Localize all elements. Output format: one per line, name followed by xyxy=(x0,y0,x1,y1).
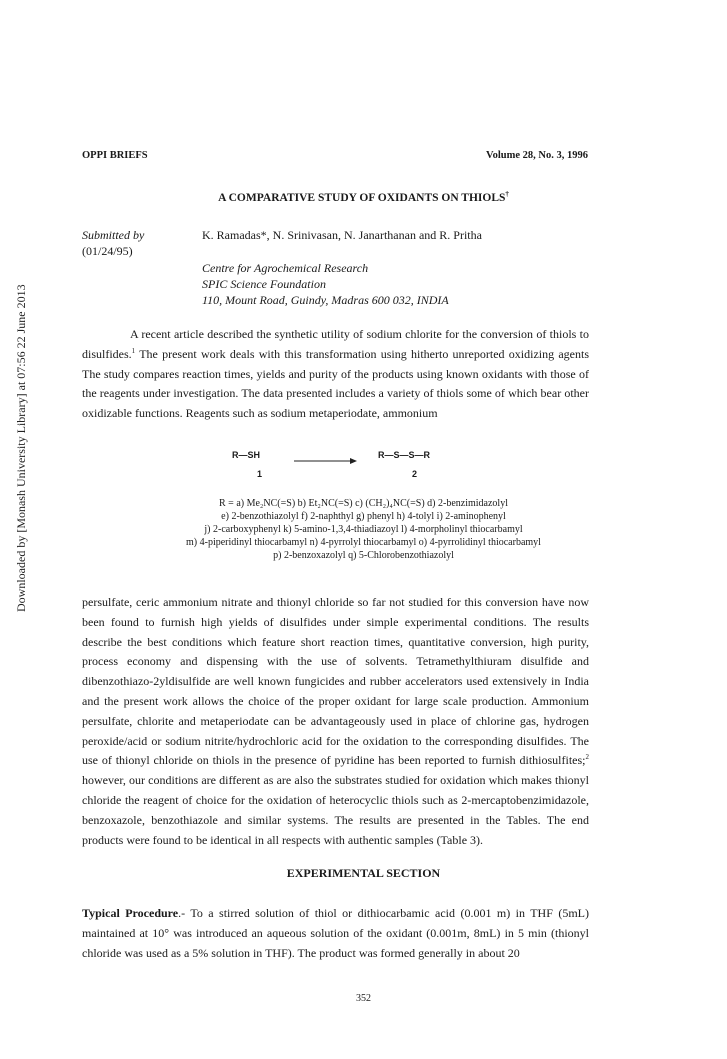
submission-date: (01/24/95) xyxy=(82,244,133,258)
title-footnote-mark: † xyxy=(505,190,509,199)
scheme-reactant: R—SH xyxy=(232,450,261,460)
journal-section-label: OPPI BRIEFS xyxy=(82,150,148,161)
affiliation-line-1: Centre for Agrochemical Research xyxy=(202,261,369,275)
reaction-arrow xyxy=(294,452,358,470)
body-text-a: persulfate, ceric ammonium nitrate and thionyl chloride so far not studied for this conversion have now been found to furnish high yields of disulfides under simple experimental conditions. The results describe the best conditions which feature short reaction times, quantitative conversion, high purity, process economy and dispensing with the use of solvents. Tetramethylthiuram disulfide and dibenzothiazo-2yldisulfide are well known fungicides and rubber accelerators used extensively in India and the present work allows the choice of the proper oxidant for large scale production. Ammonium persulfate, chlorite and metaperiodate can be advantageously used in place of chlorine gas, hydrogen peroxide/acid or sodium nitrite/hydrochloric acid for the oxidation to the corresponding disulfides. The use of thionyl chloride on thiols in the presence of pyridine has been reported to furnish dithiosulfites; xyxy=(82,595,589,768)
substituent-legend-line: m) 4-piperidinyl thiocarbamyl n) 4-pyrrolyl thiocarbamyl o) 4-pyrrolidinyl thiocarbamyl xyxy=(186,537,541,548)
download-watermark: Downloaded by [Monash University Library] at 07:56 22 June 2013 xyxy=(14,284,28,612)
intro-text-b: The present work deals with this transformation using hitherto unreported oxidizing agents The study compares reaction times, yields and purity of the products using known oxidants with those of the reagents under investigation. The data presented includes a variety of thiols some of which bear other oxidizable functions. Reagents such as sodium metaperiodate, ammonium xyxy=(82,346,589,421)
procedure-text: .- To a stirred solution of thiol or dithiocarbamic acid (0.001 m) in THF (5mL) maintained at 10° was introduced an aqueous solution of the oxidant (0.001m, 8mL) in 5 min (thionyl chloride was used as a 5% solution in THF). The product was formed generally in about 20 xyxy=(82,906,589,960)
intro-paragraph xyxy=(82,325,589,424)
reaction-arrow-icon xyxy=(294,457,358,465)
intro-text-a: A recent article described the synthetic utility of sodium chlorite for the conversion of thiols to disulfides. xyxy=(82,327,589,361)
substituent-legend-line: j) 2-carboxyphenyl k) 5-amino-1,3,4-thiadiazoyl l) 4-morpholinyl thiocarbamyl xyxy=(204,524,523,535)
procedure-label: Typical Procedure xyxy=(82,906,179,920)
author-list: K. Ramadas*, N. Srinivasan, N. Janarthanan and R. Pritha xyxy=(202,228,482,242)
substituent-legend-line: e) 2-benzothiazolyl f) 2-naphthyl g) phenyl h) 4-tolyl i) 2-aminophenyl xyxy=(221,511,506,522)
article-title xyxy=(0,192,727,204)
article-title-text: A COMPARATIVE STUDY OF OXIDANTS ON THIOLS xyxy=(218,192,506,204)
volume-issue-label: Volume 28, No. 3, 1996 xyxy=(486,150,588,161)
product-compound-number: 2 xyxy=(412,469,418,479)
body-ref-2: 2 xyxy=(585,753,589,762)
affiliation-line-2: SPIC Science Foundation xyxy=(202,277,326,291)
reactant-compound-number: 1 xyxy=(257,469,263,479)
experimental-section-heading: EXPERIMENTAL SECTION xyxy=(286,866,441,880)
intro-ref-1: 1 xyxy=(131,346,136,355)
substituent-legend-line: p) 2-benzoxazolyl q) 5-Chlorobenzothiazolyl xyxy=(273,550,454,561)
scheme-product: R—S—S—R xyxy=(378,450,431,460)
affiliation-line-3: 110, Mount Road, Guindy, Madras 600 032, INDIA xyxy=(202,293,449,307)
body-paragraph xyxy=(82,593,589,850)
submitted-by-label: Submitted by xyxy=(82,228,145,242)
substituent-legend-line: R = a) Me₂NC(=S) b) Et₂NC(=S) c) (CH₂)₄NC(=S) d) 2-benzimidazolyl xyxy=(219,498,508,509)
body-text-b: however, our conditions are different as are also the substrates studied for oxidation which makes thionyl chloride the reagent of choice for the oxidation of heterocyclic thiols such as 2-mercaptobenzimidazole, benzoxazole, benzothiazole and similar systems. The results are presented in the Tables. The end products were found to be identical in all respects with authentic samples (Table 3). xyxy=(82,773,589,847)
procedure-paragraph xyxy=(82,904,589,963)
page-number: 352 xyxy=(356,993,371,1004)
